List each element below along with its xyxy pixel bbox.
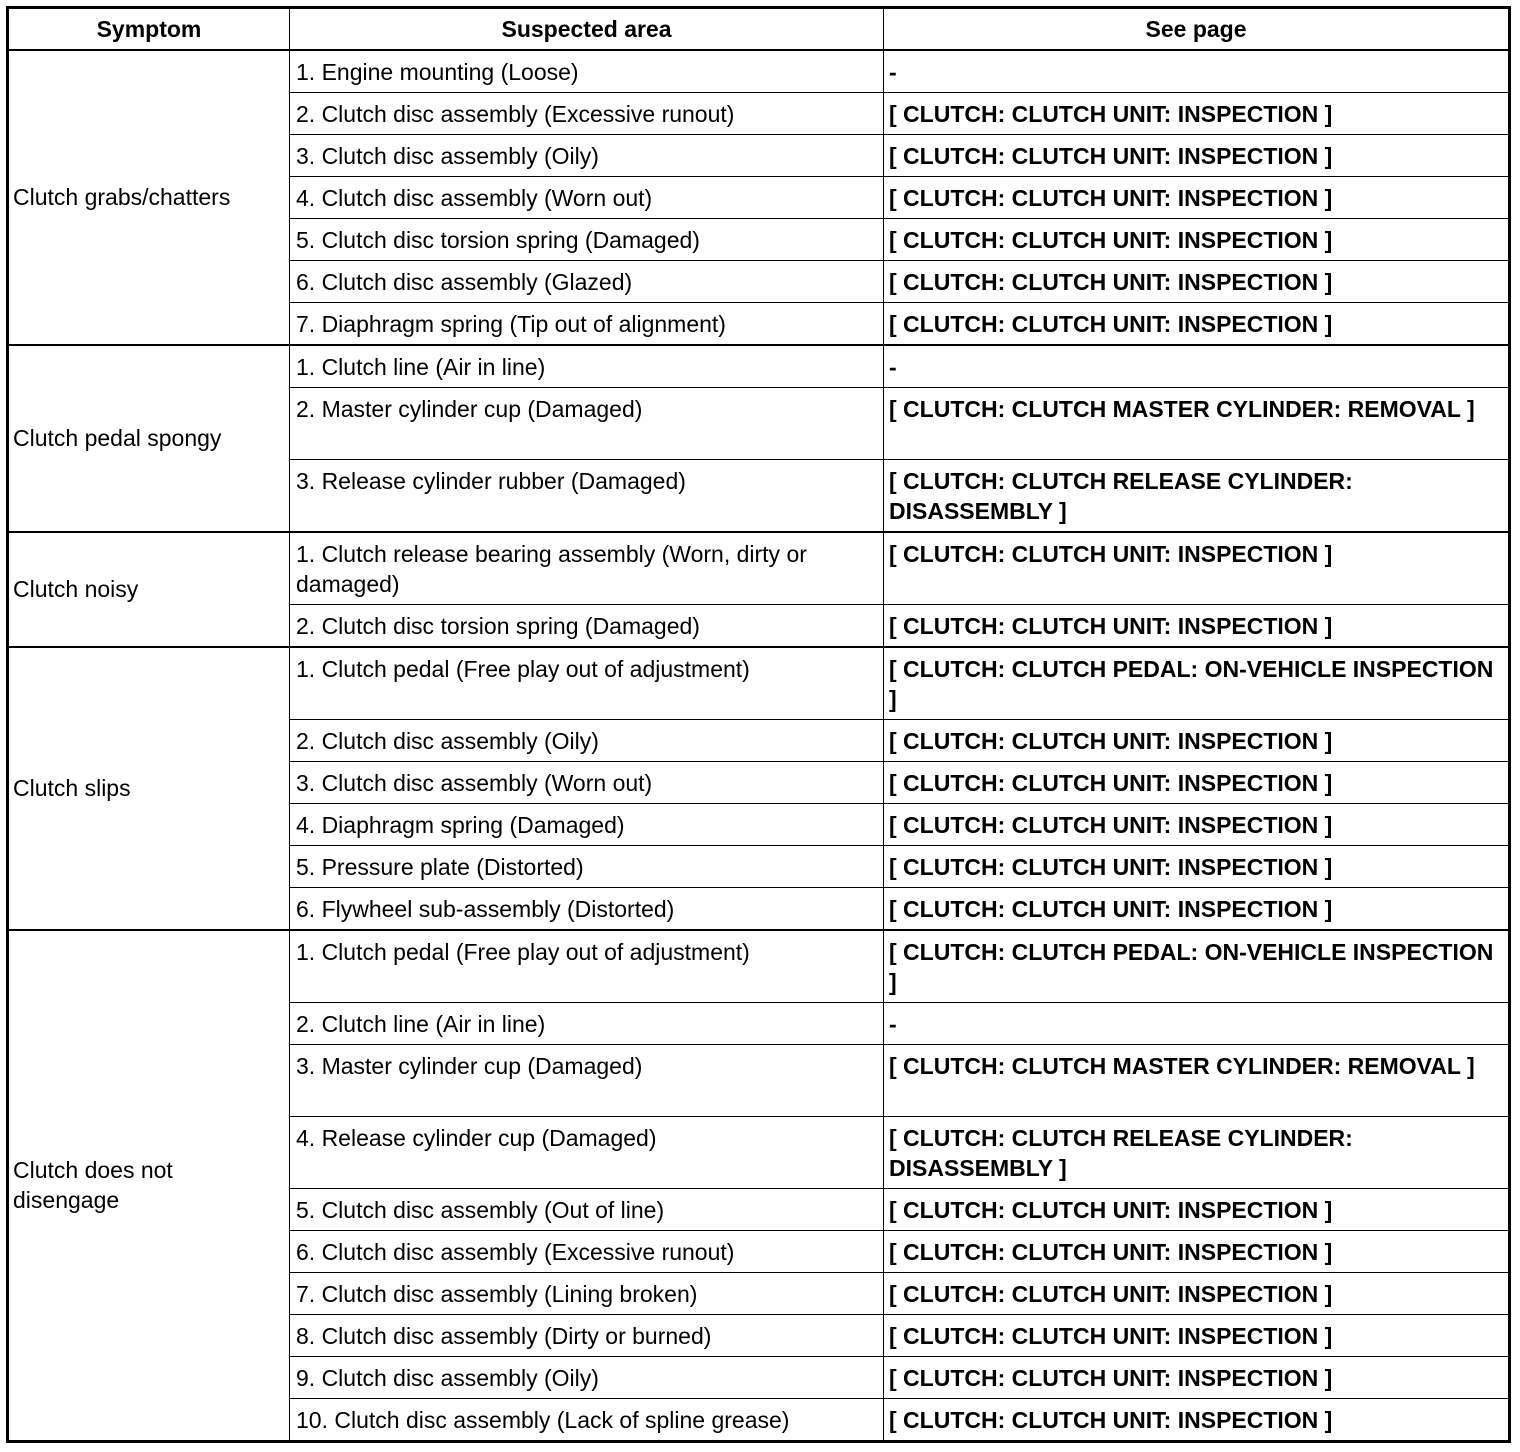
- suspected-area-cell: 9. Clutch disc assembly (Oily): [290, 1356, 884, 1398]
- see-page-cell: [ CLUTCH: CLUTCH UNIT: INSPECTION ]: [884, 532, 1510, 605]
- suspected-area-cell: 5. Clutch disc assembly (Out of line): [290, 1188, 884, 1230]
- see-page-cell: [ CLUTCH: CLUTCH UNIT: INSPECTION ]: [884, 218, 1510, 260]
- see-page-cell: -: [884, 1002, 1510, 1044]
- see-page-cell: [ CLUTCH: CLUTCH UNIT: INSPECTION ]: [884, 176, 1510, 218]
- troubleshooting-table: [6, 6, 1511, 1443]
- see-page-cell: [ CLUTCH: CLUTCH UNIT: INSPECTION ]: [884, 302, 1510, 345]
- see-page-cell: [ CLUTCH: CLUTCH UNIT: INSPECTION ]: [884, 845, 1510, 887]
- table-header-row: [8, 8, 1510, 50]
- suspected-area-cell: 4. Clutch disc assembly (Worn out): [290, 176, 884, 218]
- see-page-cell: [ CLUTCH: CLUTCH UNIT: INSPECTION ]: [884, 803, 1510, 845]
- table-row: [8, 647, 1510, 720]
- header-see-page: See page: [884, 8, 1510, 50]
- see-page-cell: [ CLUTCH: CLUTCH UNIT: INSPECTION ]: [884, 1398, 1510, 1441]
- see-page-cell: [ CLUTCH: CLUTCH UNIT: INSPECTION ]: [884, 1230, 1510, 1272]
- suspected-area-cell: 5. Pressure plate (Distorted): [290, 845, 884, 887]
- table-row: [8, 930, 1510, 1003]
- suspected-area-cell: 4. Release cylinder cup (Damaged): [290, 1116, 884, 1188]
- suspected-area-cell: 10. Clutch disc assembly (Lack of spline grease): [290, 1398, 884, 1441]
- suspected-area-cell: 2. Clutch line (Air in line): [290, 1002, 884, 1044]
- suspected-area-cell: 1. Clutch release bearing assembly (Worn, dirty or damaged): [290, 532, 884, 605]
- suspected-area-cell: 6. Flywheel sub-assembly (Distorted): [290, 887, 884, 930]
- suspected-area-cell: 3. Clutch disc assembly (Oily): [290, 134, 884, 176]
- see-page-cell: [ CLUTCH: CLUTCH UNIT: INSPECTION ]: [884, 761, 1510, 803]
- suspected-area-cell: 1. Clutch pedal (Free play out of adjustment): [290, 647, 884, 720]
- suspected-area-cell: 8. Clutch disc assembly (Dirty or burned): [290, 1314, 884, 1356]
- suspected-area-cell: 4. Diaphragm spring (Damaged): [290, 803, 884, 845]
- see-page-cell: [ CLUTCH: CLUTCH RELEASE CYLINDER: DISASSEMBLY ]: [884, 1116, 1510, 1188]
- symptom-cell: Clutch noisy: [8, 532, 290, 647]
- suspected-area-cell: 1. Engine mounting (Loose): [290, 50, 884, 93]
- see-page-cell: [ CLUTCH: CLUTCH UNIT: INSPECTION ]: [884, 719, 1510, 761]
- see-page-cell: [ CLUTCH: CLUTCH UNIT: INSPECTION ]: [884, 604, 1510, 647]
- see-page-cell: [ CLUTCH: CLUTCH UNIT: INSPECTION ]: [884, 1356, 1510, 1398]
- suspected-area-cell: 1. Clutch pedal (Free play out of adjustment): [290, 930, 884, 1003]
- see-page-cell: [ CLUTCH: CLUTCH MASTER CYLINDER: REMOVAL ]: [884, 1044, 1510, 1116]
- see-page-cell: [ CLUTCH: CLUTCH UNIT: INSPECTION ]: [884, 1188, 1510, 1230]
- symptom-cell: Clutch does not disengage: [8, 930, 290, 1442]
- see-page-cell: -: [884, 50, 1510, 93]
- see-page-cell: [ CLUTCH: CLUTCH RELEASE CYLINDER: DISASSEMBLY ]: [884, 459, 1510, 532]
- suspected-area-cell: 2. Clutch disc assembly (Oily): [290, 719, 884, 761]
- see-page-cell: [ CLUTCH: CLUTCH MASTER CYLINDER: REMOVAL ]: [884, 387, 1510, 459]
- suspected-area-cell: 3. Release cylinder rubber (Damaged): [290, 459, 884, 532]
- symptom-cell: Clutch grabs/chatters: [8, 50, 290, 345]
- see-page-cell: [ CLUTCH: CLUTCH UNIT: INSPECTION ]: [884, 92, 1510, 134]
- see-page-cell: [ CLUTCH: CLUTCH UNIT: INSPECTION ]: [884, 134, 1510, 176]
- suspected-area-cell: 7. Diaphragm spring (Tip out of alignment): [290, 302, 884, 345]
- table-row: [8, 345, 1510, 388]
- suspected-area-cell: 2. Clutch disc assembly (Excessive runout): [290, 92, 884, 134]
- see-page-cell: [ CLUTCH: CLUTCH PEDAL: ON-VEHICLE INSPECTION ]: [884, 930, 1510, 1003]
- suspected-area-cell: 3. Master cylinder cup (Damaged): [290, 1044, 884, 1116]
- header-suspected-area: Suspected area: [290, 8, 884, 50]
- see-page-cell: [ CLUTCH: CLUTCH UNIT: INSPECTION ]: [884, 260, 1510, 302]
- suspected-area-cell: 2. Clutch disc torsion spring (Damaged): [290, 604, 884, 647]
- table-row: [8, 532, 1510, 605]
- see-page-cell: [ CLUTCH: CLUTCH PEDAL: ON-VEHICLE INSPECTION ]: [884, 647, 1510, 720]
- see-page-cell: [ CLUTCH: CLUTCH UNIT: INSPECTION ]: [884, 1314, 1510, 1356]
- suspected-area-cell: 6. Clutch disc assembly (Excessive runout): [290, 1230, 884, 1272]
- suspected-area-cell: 3. Clutch disc assembly (Worn out): [290, 761, 884, 803]
- suspected-area-cell: 5. Clutch disc torsion spring (Damaged): [290, 218, 884, 260]
- suspected-area-cell: 7. Clutch disc assembly (Lining broken): [290, 1272, 884, 1314]
- header-symptom: Symptom: [8, 8, 290, 50]
- symptom-cell: Clutch slips: [8, 647, 290, 930]
- see-page-cell: [ CLUTCH: CLUTCH UNIT: INSPECTION ]: [884, 1272, 1510, 1314]
- suspected-area-cell: 2. Master cylinder cup (Damaged): [290, 387, 884, 459]
- table-row: [8, 50, 1510, 93]
- suspected-area-cell: 1. Clutch line (Air in line): [290, 345, 884, 388]
- see-page-cell: [ CLUTCH: CLUTCH UNIT: INSPECTION ]: [884, 887, 1510, 930]
- see-page-cell: -: [884, 345, 1510, 388]
- suspected-area-cell: 6. Clutch disc assembly (Glazed): [290, 260, 884, 302]
- symptom-cell: Clutch pedal spongy: [8, 345, 290, 532]
